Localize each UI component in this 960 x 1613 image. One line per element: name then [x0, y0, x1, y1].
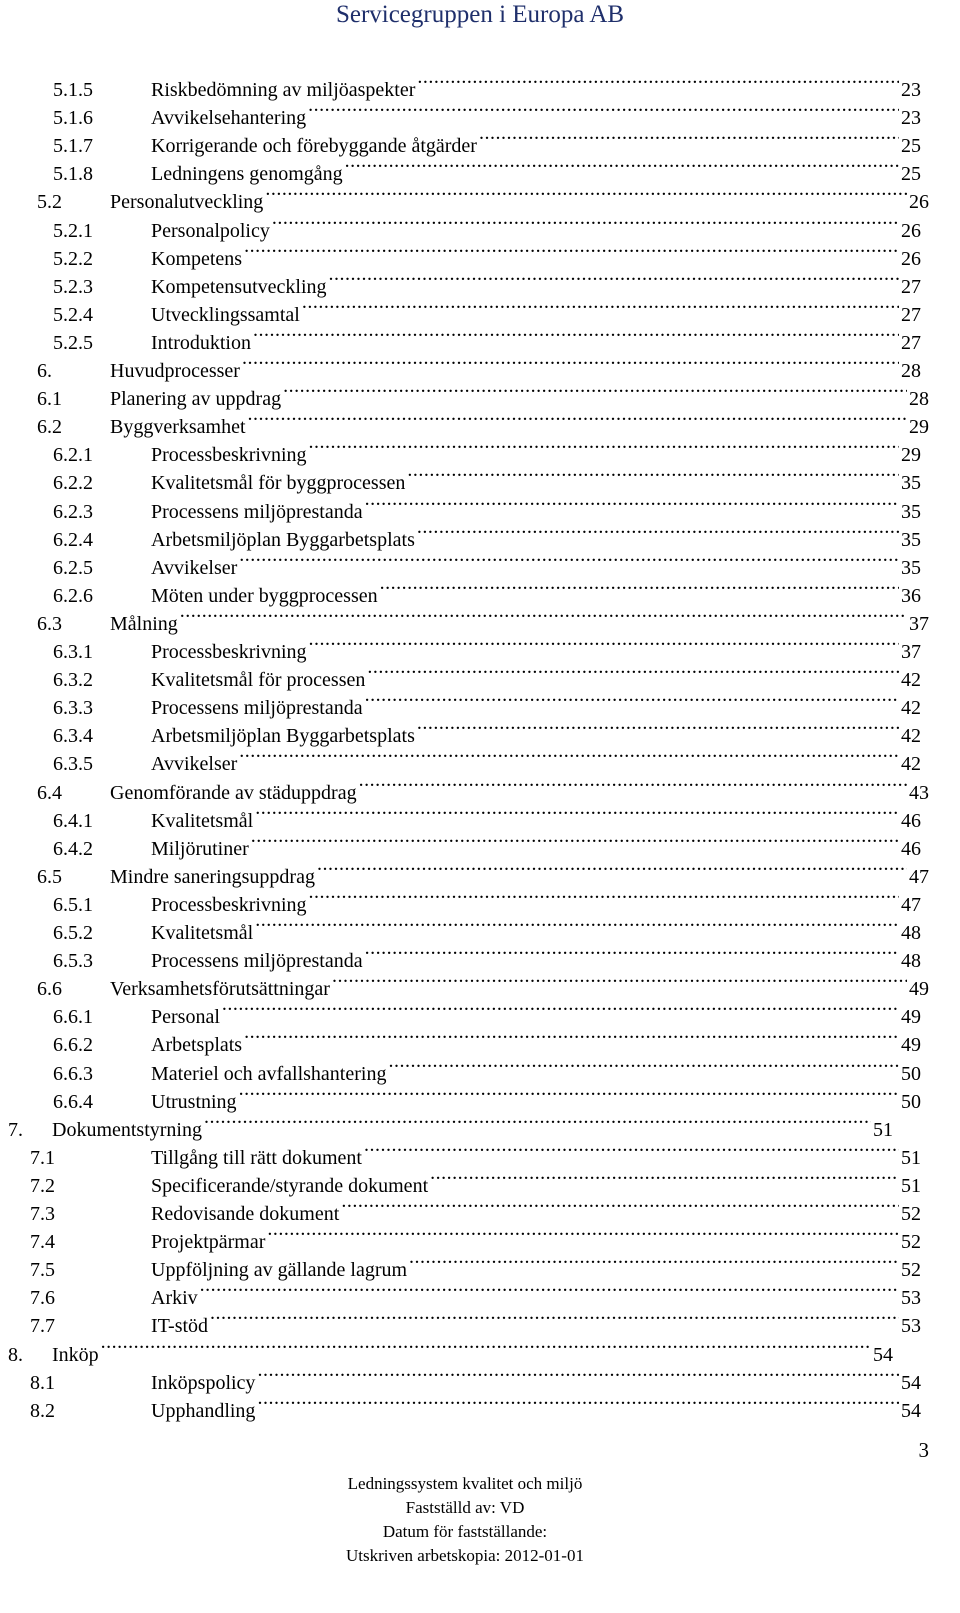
toc-entry[interactable]	[53, 490, 921, 523]
toc-entry-number: 6.5.2	[53, 922, 93, 944]
toc-dot-leader	[359, 771, 907, 799]
toc-entry-page: 28	[901, 360, 921, 382]
toc-dot-leader	[283, 377, 907, 405]
toc-entry[interactable]	[37, 771, 929, 804]
toc-entry[interactable]	[30, 1136, 921, 1169]
toc-entry-page: 23	[901, 107, 921, 130]
toc-entry-page: 54	[873, 1343, 893, 1366]
toc-entry-title: Materiel och avfallshantering	[151, 1062, 387, 1085]
toc-entry-page: 54	[901, 1371, 921, 1394]
toc-entry-page: 26	[909, 191, 929, 214]
toc-entry-title: Inköpspolicy	[151, 1371, 256, 1394]
toc-dot-leader	[253, 321, 899, 349]
toc-dot-leader	[239, 546, 899, 574]
footer-approved-by: Fastställd av: VD	[405, 1498, 525, 1517]
toc-entry-number: 6.4	[37, 781, 62, 804]
toc-entry[interactable]	[53, 124, 921, 158]
toc-entry[interactable]	[53, 742, 921, 776]
toc-entry-title: Arbetsmiljöplan Byggarbetsplats	[151, 528, 415, 551]
toc-entry-page: 26	[901, 247, 921, 270]
toc-entry-page: 23	[901, 79, 921, 101]
toc-entry[interactable]	[53, 658, 921, 692]
toc-entry-title: Projektpärmar	[151, 1231, 266, 1254]
toc-entry-title: Processens miljöprestanda	[151, 950, 363, 973]
toc-entry-page: 27	[901, 275, 921, 298]
toc-entry[interactable]	[53, 799, 921, 832]
document-header: Servicegruppen i Europa AB	[335, 1, 625, 28]
toc-entry-number: 7.4	[30, 1231, 55, 1254]
toc-entry-number: 8.	[8, 1343, 23, 1366]
toc-dot-leader	[200, 1276, 899, 1304]
toc-entry-number: 5.1.8	[53, 163, 93, 186]
toc-entry[interactable]	[53, 630, 921, 663]
toc-entry-page: 48	[901, 950, 921, 973]
toc-dot-leader	[244, 237, 899, 265]
toc-entry-title: Processbeskrivning	[151, 893, 307, 916]
toc-entry[interactable]	[37, 967, 929, 1001]
toc-entry-page: 50	[901, 1090, 921, 1113]
toc-dot-leader	[248, 405, 907, 433]
toc-entry[interactable]	[53, 995, 921, 1029]
toc-entry[interactable]	[30, 1192, 921, 1225]
toc-entry-title: Upphandling	[151, 1399, 256, 1422]
toc-dot-leader	[407, 461, 899, 489]
toc-dot-leader	[430, 1164, 899, 1192]
toc-entry-title: Uppföljning av gällande lagrum	[151, 1259, 408, 1282]
toc-entry-title: Personalutveckling	[110, 191, 264, 214]
toc-entry-number: 6.2.2	[53, 472, 93, 495]
toc-dot-leader	[255, 911, 899, 939]
toc-entry[interactable]	[53, 237, 921, 270]
toc-entry-number: 5.1.7	[53, 135, 93, 158]
toc-dot-leader	[364, 1136, 899, 1164]
toc-dot-leader	[479, 124, 899, 152]
toc-entry-number: 6.3.1	[53, 641, 93, 663]
toc-dot-leader	[365, 490, 899, 518]
toc-dot-leader	[345, 152, 899, 180]
toc-entry-title: Avvikelser	[151, 753, 238, 776]
toc-entry-page: 35	[901, 500, 921, 523]
toc-entry-number: 7.2	[30, 1174, 55, 1197]
toc-dot-leader	[317, 855, 907, 883]
toc-entry-number: 6.3.2	[53, 669, 93, 692]
toc-entry-page: 46	[901, 809, 921, 832]
toc-dot-leader	[309, 630, 899, 658]
toc-entry-page: 43	[909, 781, 929, 804]
toc-entry-page: 52	[901, 1203, 921, 1225]
toc-entry-title: Verksamhetsförutsättningar	[110, 978, 330, 1001]
toc-entry[interactable]	[30, 1304, 921, 1338]
toc-dot-leader	[239, 1080, 899, 1108]
toc-dot-leader	[302, 293, 899, 321]
toc-entry[interactable]	[53, 1080, 921, 1113]
toc-entry[interactable]	[30, 1248, 921, 1282]
toc-entry-title: Mindre saneringsuppdrag	[110, 865, 315, 888]
toc-entry-title: Redovisande dokument	[151, 1203, 340, 1225]
toc-entry-page: 37	[909, 612, 929, 635]
toc-entry-title: Genomförande av städuppdrag	[110, 781, 357, 804]
toc-entry-title: Kvalitetsmål	[151, 809, 254, 832]
toc-entry-page: 51	[901, 1174, 921, 1197]
toc-entry-page: 47	[901, 893, 921, 916]
toc-dot-leader	[101, 1333, 871, 1361]
toc-dot-leader	[309, 433, 899, 461]
toc-entry-title: Byggverksamhet	[110, 416, 246, 439]
toc-entry-number: 7.7	[30, 1315, 55, 1338]
toc-entry-number: 5.2.1	[53, 219, 93, 242]
toc-entry-page: 49	[901, 1034, 921, 1057]
toc-entry-number: 7.6	[30, 1287, 55, 1310]
toc-entry[interactable]	[53, 939, 921, 973]
toc-entry[interactable]	[8, 1108, 893, 1141]
toc-entry-title: Processens miljöprestanda	[151, 500, 363, 523]
toc-dot-leader	[409, 1248, 899, 1276]
toc-dot-leader	[257, 1361, 899, 1389]
page-number: 3	[918, 1438, 929, 1462]
toc-dot-leader	[341, 1192, 899, 1220]
toc-entry-title: Personalpolicy	[151, 219, 270, 242]
toc-entry[interactable]	[37, 405, 929, 439]
toc-entry-page: 47	[909, 865, 929, 888]
toc-entry-title: Korrigerande och förebyggande åtgärder	[151, 135, 477, 158]
toc-entry-page: 52	[901, 1259, 921, 1282]
toc-entry[interactable]	[53, 883, 921, 916]
toc-entry-page: 27	[901, 303, 921, 326]
toc-entry[interactable]	[53, 1023, 921, 1057]
toc-entry-title: Utvecklingssamtal	[151, 303, 300, 326]
toc-entry[interactable]	[53, 96, 921, 130]
toc-entry-page: 28	[909, 388, 929, 411]
toc-entry-title: Kvalitetsmål för processen	[151, 669, 366, 692]
toc-dot-leader	[329, 265, 899, 293]
toc-dot-leader	[244, 1023, 899, 1051]
toc-dot-leader	[242, 349, 899, 377]
toc-entry-title: Huvudprocesser	[110, 360, 240, 382]
toc-entry-title: Kompetens	[151, 247, 243, 270]
toc-entry-number: 6.3	[37, 612, 62, 635]
toc-entry[interactable]	[53, 209, 921, 242]
toc-entry-title: Ledningens genomgång	[151, 163, 343, 186]
toc-entry-number: 7.5	[30, 1259, 55, 1282]
toc-entry[interactable]	[53, 714, 921, 748]
toc-entry-number: 5.1.5	[53, 79, 93, 101]
toc-entry[interactable]	[53, 433, 921, 467]
toc-entry-page: 35	[901, 528, 921, 551]
toc-entry-title: Specificerande/styrande dokument	[151, 1174, 429, 1197]
toc-entry-number: 6.	[37, 360, 52, 382]
toc-entry-number: 6.6.1	[53, 1006, 93, 1029]
footer-printed-copy: Utskriven arbetskopia: 2012-01-01	[346, 1546, 584, 1565]
toc-entry-page: 46	[901, 837, 921, 860]
toc-entry-title: Kompetensutveckling	[151, 275, 327, 298]
toc-entry[interactable]	[53, 265, 921, 298]
toc-entry-page: 35	[901, 556, 921, 579]
toc-entry-number: 6.4.1	[53, 809, 93, 832]
toc-entry-page: 29	[909, 416, 929, 439]
toc-entry-title: Arbetsplats	[151, 1034, 243, 1057]
toc-entry-title: Dokumentstyrning	[52, 1118, 202, 1141]
toc-entry-page: 50	[901, 1062, 921, 1085]
toc-dot-leader	[239, 742, 899, 770]
toc-entry[interactable]	[37, 349, 921, 382]
toc-entry-number: 6.1	[37, 388, 62, 411]
toc-entry-title: Kvalitetsmål för byggprocessen	[151, 472, 406, 495]
toc-entry[interactable]	[53, 152, 921, 186]
toc-entry-title: Arkiv	[151, 1287, 198, 1310]
toc-dot-leader	[417, 714, 899, 742]
toc-entry-number: 6.5	[37, 865, 62, 888]
toc-entry-number: 6.2.5	[53, 556, 93, 579]
footer-approval-date: Datum för fastställande:	[382, 1522, 548, 1541]
toc-entry-page: 42	[901, 697, 921, 720]
toc-entry-number: 6.6.2	[53, 1034, 93, 1057]
toc-dot-leader	[417, 68, 899, 96]
toc-dot-leader	[204, 1108, 871, 1136]
toc-entry[interactable]	[30, 1361, 921, 1394]
toc-dot-leader	[255, 799, 899, 827]
toc-entry-number: 5.2.3	[53, 275, 93, 298]
toc-dot-leader	[265, 180, 907, 208]
toc-dot-leader	[222, 995, 899, 1023]
toc-entry-page: 53	[901, 1287, 921, 1310]
toc-entry-number: 7.	[8, 1118, 23, 1141]
toc-dot-leader	[180, 602, 907, 630]
toc-dot-leader	[417, 518, 899, 546]
toc-entry[interactable]	[53, 911, 921, 944]
toc-entry[interactable]	[30, 1276, 921, 1310]
toc-dot-leader	[380, 574, 899, 602]
toc-entry-page: 54	[901, 1399, 921, 1422]
toc-entry-number: 6.2	[37, 416, 62, 439]
toc-entry-page: 35	[901, 472, 921, 495]
toc-entry-page: 42	[901, 753, 921, 776]
toc-entry[interactable]	[37, 180, 929, 214]
toc-dot-leader	[308, 96, 899, 124]
toc-entry-title: Processens miljöprestanda	[151, 697, 363, 720]
toc-entry-number: 6.6	[37, 978, 62, 1001]
toc-entry-page: 52	[901, 1231, 921, 1254]
toc-entry[interactable]	[53, 461, 921, 495]
toc-entry[interactable]	[30, 1164, 921, 1197]
toc-entry[interactable]	[53, 827, 921, 860]
toc-entry[interactable]	[53, 686, 921, 720]
toc-dot-leader	[365, 939, 899, 967]
toc-dot-leader	[267, 1220, 899, 1248]
toc-entry[interactable]	[53, 1052, 921, 1085]
toc-entry[interactable]	[53, 574, 921, 607]
toc-entry-page: 37	[901, 641, 921, 663]
toc-entry[interactable]	[37, 602, 929, 635]
toc-entry-page: 36	[901, 584, 921, 607]
toc-entry-number: 5.2.2	[53, 247, 93, 270]
toc-entry-page: 27	[901, 331, 921, 354]
toc-entry-number: 8.2	[30, 1399, 55, 1422]
toc-entry-title: Processbeskrivning	[151, 444, 307, 467]
toc-dot-leader	[251, 827, 899, 855]
toc-entry-number: 6.6.4	[53, 1090, 93, 1113]
toc-dot-leader	[309, 883, 899, 911]
toc-entry-page: 51	[873, 1118, 893, 1141]
toc-entry-number: 7.3	[30, 1203, 55, 1225]
toc-entry-number: 5.2.5	[53, 331, 93, 354]
toc-entry-title: Kvalitetsmål	[151, 922, 254, 944]
toc-entry-title: Målning	[110, 612, 178, 635]
toc-entry[interactable]	[53, 321, 921, 354]
toc-entry-title: Arbetsmiljöplan Byggarbetsplats	[151, 725, 415, 748]
toc-entry-number: 6.3.5	[53, 753, 93, 776]
toc-entry-title: Personal	[151, 1006, 220, 1029]
toc-dot-leader	[367, 658, 899, 686]
toc-entry-page: 51	[901, 1146, 921, 1169]
toc-entry-title: Miljörutiner	[151, 837, 249, 860]
toc-entry-number: 6.3.4	[53, 725, 93, 748]
toc-entry-page: 42	[901, 669, 921, 692]
toc-entry[interactable]	[37, 377, 929, 411]
toc-entry-number: 6.2.4	[53, 528, 93, 551]
toc-entry-title: Tillgång till rätt dokument	[151, 1146, 362, 1169]
toc-entry[interactable]	[53, 518, 921, 551]
toc-entry-title: IT-stöd	[151, 1315, 209, 1338]
toc-entry-page: 42	[901, 725, 921, 748]
toc-entry-number: 5.2.4	[53, 303, 93, 326]
toc-entry-page: 25	[901, 135, 921, 158]
toc-entry[interactable]	[53, 546, 921, 579]
toc-entry-number: 6.2.3	[53, 500, 93, 523]
toc-dot-leader	[365, 686, 899, 714]
toc-entry-page: 29	[901, 444, 921, 467]
toc-entry-number: 5.2	[37, 191, 62, 214]
toc-entry-title: Avvikelser	[151, 556, 238, 579]
toc-entry-title: Planering av uppdrag	[110, 388, 282, 411]
toc-entry-number: 6.2.1	[53, 444, 93, 467]
toc-entry-title: Processbeskrivning	[151, 641, 307, 663]
toc-entry-number: 8.1	[30, 1371, 55, 1394]
toc-entry[interactable]	[53, 293, 921, 326]
toc-entry[interactable]	[8, 1333, 893, 1366]
toc-entry[interactable]	[30, 1220, 921, 1254]
toc-entry-title: Riskbedömning av miljöaspekter	[151, 79, 416, 101]
toc-entry-page: 49	[901, 1006, 921, 1029]
toc-entry-number: 6.2.6	[53, 584, 93, 607]
toc-entry-title: Introduktion	[151, 331, 251, 354]
toc-entry[interactable]	[37, 855, 929, 888]
toc-entry[interactable]	[30, 1389, 921, 1422]
toc-entry-page: 26	[901, 219, 921, 242]
footer-system-name: Ledningssystem kvalitet och miljö	[347, 1474, 583, 1493]
toc-entry-title: Utrustning	[151, 1090, 237, 1113]
toc-dot-leader	[332, 967, 907, 995]
toc-dot-leader	[272, 209, 899, 237]
toc-entry-number: 6.5.1	[53, 893, 93, 916]
toc-entry-page: 49	[909, 978, 929, 1001]
toc-entry-title: Avvikelsehantering	[151, 107, 307, 130]
toc-entry-number: 7.1	[30, 1146, 55, 1169]
toc-dot-leader	[388, 1052, 899, 1080]
toc-entry-number: 6.6.3	[53, 1062, 93, 1085]
toc-entry-page: 53	[901, 1315, 921, 1338]
toc-entry-number: 5.1.6	[53, 107, 93, 130]
toc-entry-number: 6.4.2	[53, 837, 93, 860]
toc-entry-number: 6.3.3	[53, 697, 93, 720]
toc-entry-title: Inköp	[52, 1343, 99, 1366]
toc-entry-title: Möten under byggprocessen	[151, 584, 378, 607]
toc-entry-page: 48	[901, 922, 921, 944]
toc-dot-leader	[257, 1389, 899, 1417]
toc-entry-page: 25	[901, 163, 921, 186]
toc-entry-number: 6.5.3	[53, 950, 93, 973]
toc-entry[interactable]	[53, 68, 921, 101]
toc-dot-leader	[210, 1304, 899, 1332]
